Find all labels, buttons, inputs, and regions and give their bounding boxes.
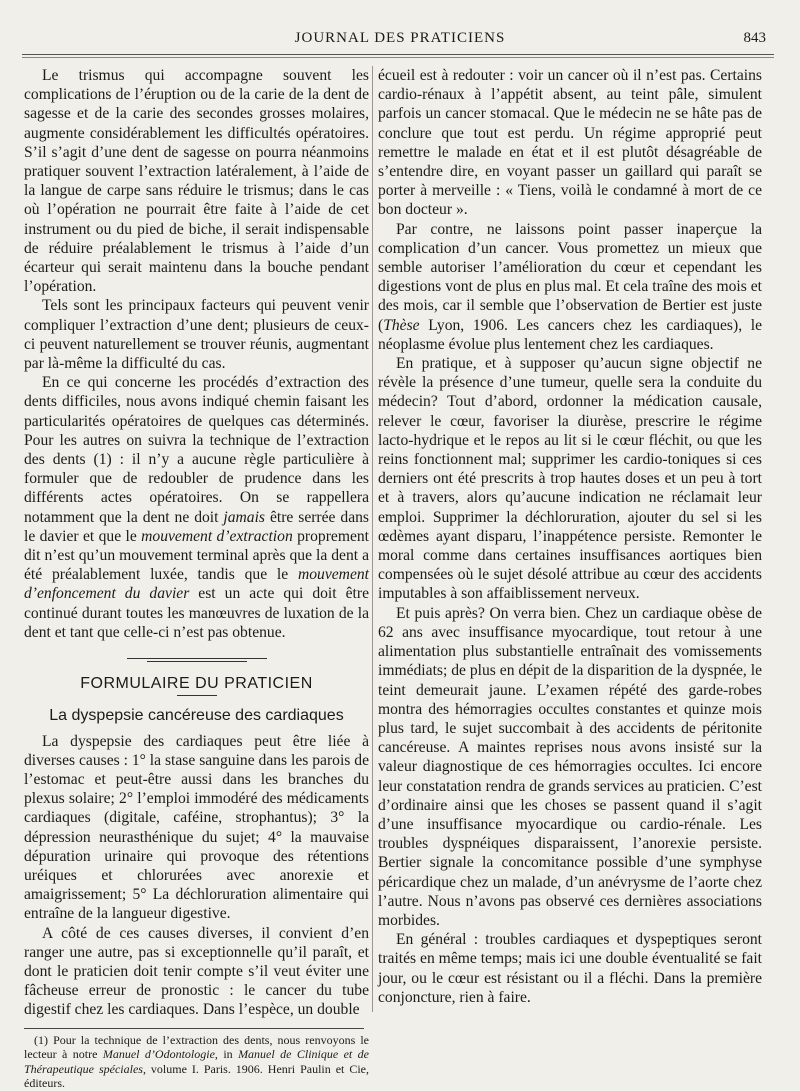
paragraph-puis-apres: Et puis après? On verra bien. Chez un cardiaque obèse de 62 ans avec insuffisance myocardique, tout retour à une alimentation plus substantielle entraînait des vomissements immédiats; de plus en dépit de la disparition de la dyspnée, le teint demeurait jaune. L’examen répété des garde-robes montra des hémorragies occultes constantes et quinze mois plus tard, le sujet succombait à des accidents de péritonite cancéreuse. A maintes reprises nous avons insisté sur la valeur diagnostique de ces hémorragies occultes. Ici encore leur constatation rendra de grands services au praticien. C’est d’ordinaire ainsi que les choses se passent quand il s’agit d’une insuffisance myocardique ou cardio-rénale. Les troubles dyspnéiques disparaissent, l’anorexie persiste. Bertier signale la concomitance possible d’une symphyse péricardique chez un malade, d’un anévrysme de l’aorte chez l’autre. Nous n’avons pas observé ces dernières associations morbides. — [378, 604, 762, 929]
article-subtitle: La dyspepsie cancéreuse des cardiaques — [49, 707, 344, 725]
left-column — [24, 66, 369, 1091]
text-run: Lyon, 1906. Les cancers chez les cardiaques), le néoplasme évolue plus lentement chez les cardiaques. — [378, 316, 762, 353]
paragraph-causes: La dyspepsie des cardiaques peut être liée à diverses causes : 1° la stase sanguine dans les parois de l’estomac et peut-être aussi dans les branches du plexus solaire; 2° l’emploi immodéré des médicaments cardiaques (digitale, caféine, strophantus); 3° la dépression neurasthénique du sujet; 4° la mauvaise dépuration urinaire qui provoque des rétentions uréiques et chlorurées avec anorexie et amaigrissement; 5° La déchloruration alimentaire qui entraîne de la langueur digestive. — [24, 732, 369, 923]
paragraph-en-general: En général : troubles cardiaques et dyspeptiques seront traités en même temps; mais ici une double éventualité se fait jour, ou le cœur est résistant ou il a fléchi. Dans la première conjoncture, rien à faire. — [378, 931, 762, 1006]
emphasis-mouvement-extraction: mouvement d’extraction — [141, 527, 293, 545]
paragraph-ecueil: écueil est à redouter : voir un cancer où il n’est pas. Certains cardio-rénaux à l’appétit absent, au teint pâle, simulent parfois un cancer stomacal. Que le médecin ne se hâte pas de conclure que tout est perdu. Un régime approprié peut remettre le malade en état et il est plutôt désagréable de s’entendre dire, en voyant passer un gaillard qui paraît se porter à merveille : « Tiens, voilà le condamné à mort de ce bon docteur ». — [378, 67, 762, 219]
emphasis-manuel-clinique: Manuel de Clinique et de Thérapeutique spéciales — [24, 1047, 369, 1076]
text-run: , in — [214, 1047, 239, 1062]
emphasis-jamais: jamais — [223, 508, 265, 526]
right-column — [378, 66, 762, 1007]
text-run: , volume I. Paris. 1906. Henri Paulin et Cie, éditeurs. — [24, 1061, 369, 1091]
text-run: est un acte qui doit être continué durant toutes les manœuvres de luxation de la dent et tant que celle-ci n’est pas obtenue. — [24, 585, 369, 641]
emphasis-manuel-odontologie: Manuel d’Odontologie — [102, 1047, 215, 1062]
section-ornament — [127, 656, 267, 664]
text-run: Par contre, ne laissons point passer inaperçue la complication d’un cancer. Vous promettez un mieux que semble autoriser l’amélioration du cœur et cependant les digestions vont de plus en plus mal. Et cela traîne des mois et des mois, car il semble que l’observation de Bertier est juste ( — [378, 220, 762, 334]
running-header — [30, 28, 770, 52]
text-run: proprement dit n’est qu’un mouvement terminal après que la dent a été préalablement luxée, tandis que le — [24, 527, 370, 584]
footnote — [24, 1033, 369, 1091]
paragraph-pratique: En pratique, et à supposer qu’aucun signe objectif ne révèle la présence d’une tumeur, quelle sera la conduite du médecin? Tout d’abord, ordonner la médication causale, relever le cœur, favoriser la diurèse, prescrire le régime lacto-hydrique et le repos au lit si le cœur fléchit, ou que les reins fonctionnent mal; supprimer les cardio-toniques si ces derniers ont été prescrits à trop hautes doses et un peu à tort et à travers, alors qu’aucune indication ne réclamait leur emploi. Supprimer la déchloruration, ajouter du sel si les œdèmes ayant disparu, l’inappétence persiste. Remonter le moral comme dans certaines insuffisances aortiques bien compensées où le sujet désolé attribue au cœur des accidents imputables à son affaiblissement nerveux. — [378, 355, 762, 603]
text-run: (1) Pour la technique de l’extraction des dents, nous renvoyons le lecteur à notre — [24, 1032, 369, 1062]
footnote-rule — [24, 1028, 364, 1029]
text-run: En ce qui concerne les procédés d’extraction des dents difficiles, nous avons indiqué chemin faisant les particularités opératoires de quelques cas déterminés. Pour les autres on suivra la technique de l’extraction des dents (1) : il n’y a aucune règle particulière à formuler que de redoubler de prudence dans les différents actes opératoires. On se rappellera notamment que la dent ne doit — [24, 374, 369, 526]
section-title: FORMULAIRE DU PRATICIEN — [80, 675, 313, 693]
header-rule-secondary — [22, 57, 774, 58]
paragraph-par-contre — [378, 220, 762, 354]
paragraph-procedes — [24, 373, 369, 642]
journal-title: JOURNAL DES PRATICIENS — [294, 30, 506, 46]
column-divider — [372, 66, 373, 1012]
emphasis-these: Thèse — [383, 316, 420, 334]
paragraph-cancer: A côté de ces causes diverses, il convient d’en ranger une autre, pas si exceptionnelle qu’il paraît, et dont le praticien doit tenir compte s’il veut éviter une fâcheuse erreur de pronostic : le cancer du tube digestif chez les cardiaques. Dans l’espèce, un double — [24, 924, 369, 1019]
page-number: 843 — [743, 30, 766, 46]
paragraph-trismus: Le trismus qui accompagne souvent les complications de l’éruption ou de la carie de la dent de sagesse et de la carie des secondes grosses molaires, augmente considérablement les difficultés opératoires. S’il s’agit d’une dent de sagesse on pourra néanmoins pratiquer souvent l’extraction latéralement, à l’aide de la langue de carpe sans réduire le trismus; dans le cas où l’opération ne pourrait être faite à l’aide de cet instrument ou du pied de biche, il serait indispensable de réduire préalablement le trismus à l’aide d’un écarteur qui serait maintenu dans la bouche pendant l’opération. — [24, 67, 369, 296]
emphasis-mouvement-enfoncement: mouvement d’enfoncement du davier — [24, 566, 369, 603]
section-title-rule — [177, 695, 217, 696]
header-rule — [22, 54, 774, 55]
text-run: être serrée dans le davier et que le — [24, 508, 369, 545]
paragraph-facteurs: Tels sont les principaux facteurs qui peuvent venir compliquer l’extraction d’une dent; plusieurs de ceux-ci peuvent naturellement se trouver réunis, augmentant par là-même la difficulté du cas. — [24, 297, 369, 373]
